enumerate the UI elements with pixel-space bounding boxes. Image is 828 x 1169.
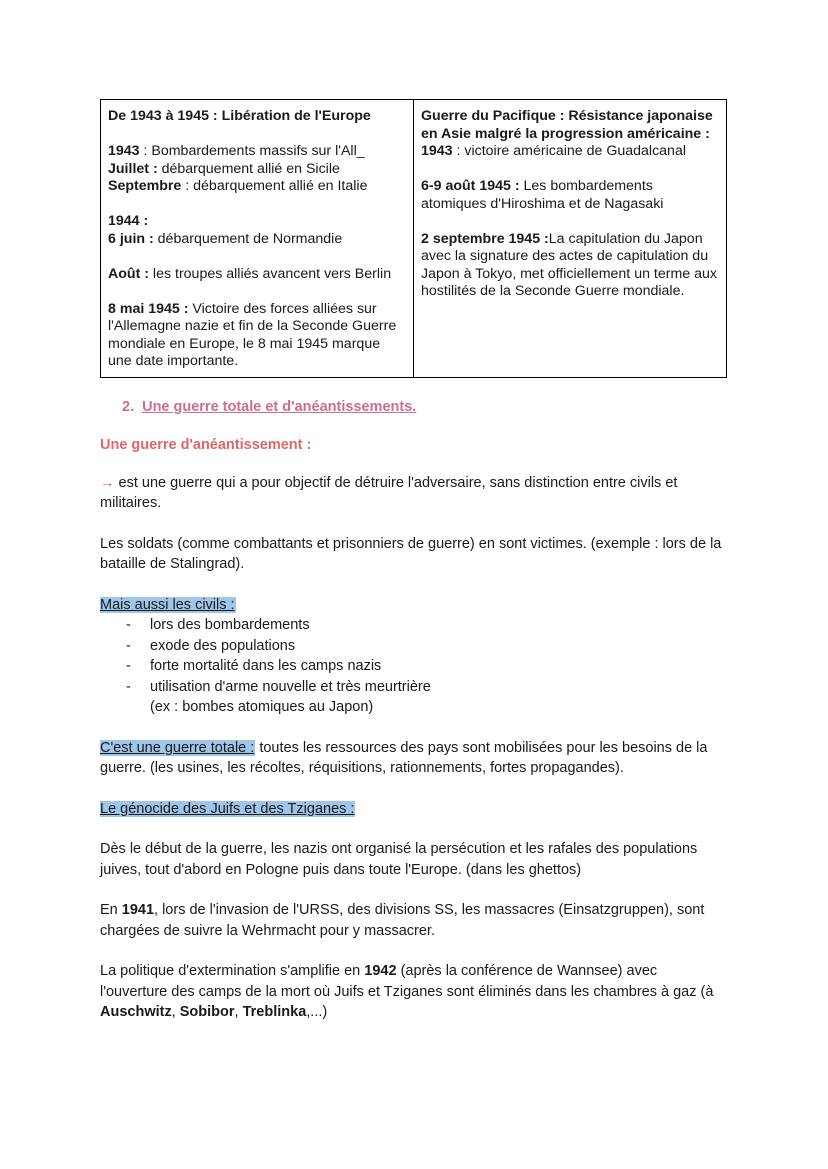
event-capitulation: 2 septembre 1945 :La capitulation du Japon avec la signature des actes de capitulation du Japon à Tokyo, met officiellement un terme aux hostilités de la Seconde Guerre mondiale. xyxy=(421,230,717,299)
guerre-totale-paragraph: C'est une guerre totale : toutes les ressources des pays sont mobilisées pour les besoins de la guerre. (les usines, les récoltes, réquisitions, rationnements, fortes propagandes). xyxy=(100,739,708,776)
event-8-mai: 8 mai 1945 : Victoire des forces alliées sur l'Allemagne nazie et fin de la Seconde Guerre mondiale en Europe, le 8 mai 1945 marque une date importante. xyxy=(108,300,397,369)
civils-label-line xyxy=(100,595,728,616)
section-title: Une guerre totale et d'anéantissements. xyxy=(142,398,417,415)
section-2-heading xyxy=(122,399,728,415)
europe-column xyxy=(101,100,414,378)
arrow-icon: → xyxy=(100,474,115,491)
genocide-label-line xyxy=(100,799,728,820)
civils-label: Mais aussi les civils : xyxy=(100,596,235,613)
aneantissement-definition: → est une guerre qui a pour objectif de détruire l'adversaire, sans distinction entre civils et militaires. xyxy=(100,474,678,511)
event-hiroshima: 6-9 août 1945 : Les bombardements atomiques d'Hiroshima et de Nagasaki xyxy=(421,178,664,212)
event-normandie: 6 juin : débarquement de Normandie xyxy=(108,230,343,247)
pacifique-column xyxy=(414,100,727,378)
timeline-table xyxy=(100,99,727,378)
pacifique-heading: Guerre du Pacifique : Résistance japonaise en Asie malgré la progression américaine : xyxy=(421,108,713,142)
civils-list xyxy=(100,615,728,697)
event-berlin: Août : les troupes alliés avancent vers Berlin xyxy=(108,265,392,282)
soldats-paragraph: Les soldats (comme combattants et prisonniers de guerre) en sont victimes. (exemple : lors de la bataille de Stalingrad). xyxy=(100,535,722,572)
genocide-paragraph-3: La politique d'extermination s'amplifie en 1942 (après la conférence de Wannsee) avec l'ouverture des camps de la mort où Juifs et Tziganes sont éliminés dans les chambres à gaz (à Auschwitz, Sobibor, Treblinka,...) xyxy=(100,963,714,1020)
genocide-label: Le génocide des Juifs et des Tziganes : xyxy=(100,800,355,817)
aneantissement-heading: Une guerre d'anéantissement : xyxy=(100,436,312,453)
genocide-paragraph-2: En 1941, lors de l'invasion de l'URSS, des divisions SS, les massacres (Einsatzgruppen), sont chargées de suivre la Wehrmacht pour y massacrer. xyxy=(100,902,705,939)
event-italie: Septembre : débarquement allié en Italie xyxy=(108,178,368,194)
genocide-paragraph-1: Dès le début de la guerre, les nazis ont organisé la persécution et les rafales des populations juives, tout d'abord en Pologne puis dans toute l'Europe. (dans les ghettos) xyxy=(100,841,698,878)
section-number: 2. xyxy=(122,398,135,415)
europe-heading: De 1943 à 1945 : Libération de l'Europe xyxy=(108,108,371,124)
event-guadalcanal: 1943 : victoire américaine de Guadalcanal xyxy=(421,143,686,159)
event-1943-bombing: 1943 : Bombardements massifs sur l'All_ xyxy=(108,143,365,159)
year-1944: 1944 : xyxy=(108,213,149,229)
document-page xyxy=(100,99,728,1023)
list-item: - utilisation d'arme nouvelle et très meurtrière xyxy=(122,677,728,698)
event-sicile: Juillet : débarquement allié en Sicile xyxy=(108,160,340,177)
guerre-totale-label: C'est une guerre totale : xyxy=(100,739,255,756)
list-item: - lors des bombardements xyxy=(122,615,728,636)
list-item: - exode des populations xyxy=(122,636,728,657)
civils-example: (ex : bombes atomiques au Japon) xyxy=(150,699,374,715)
list-item: - forte mortalité dans les camps nazis xyxy=(122,656,728,677)
